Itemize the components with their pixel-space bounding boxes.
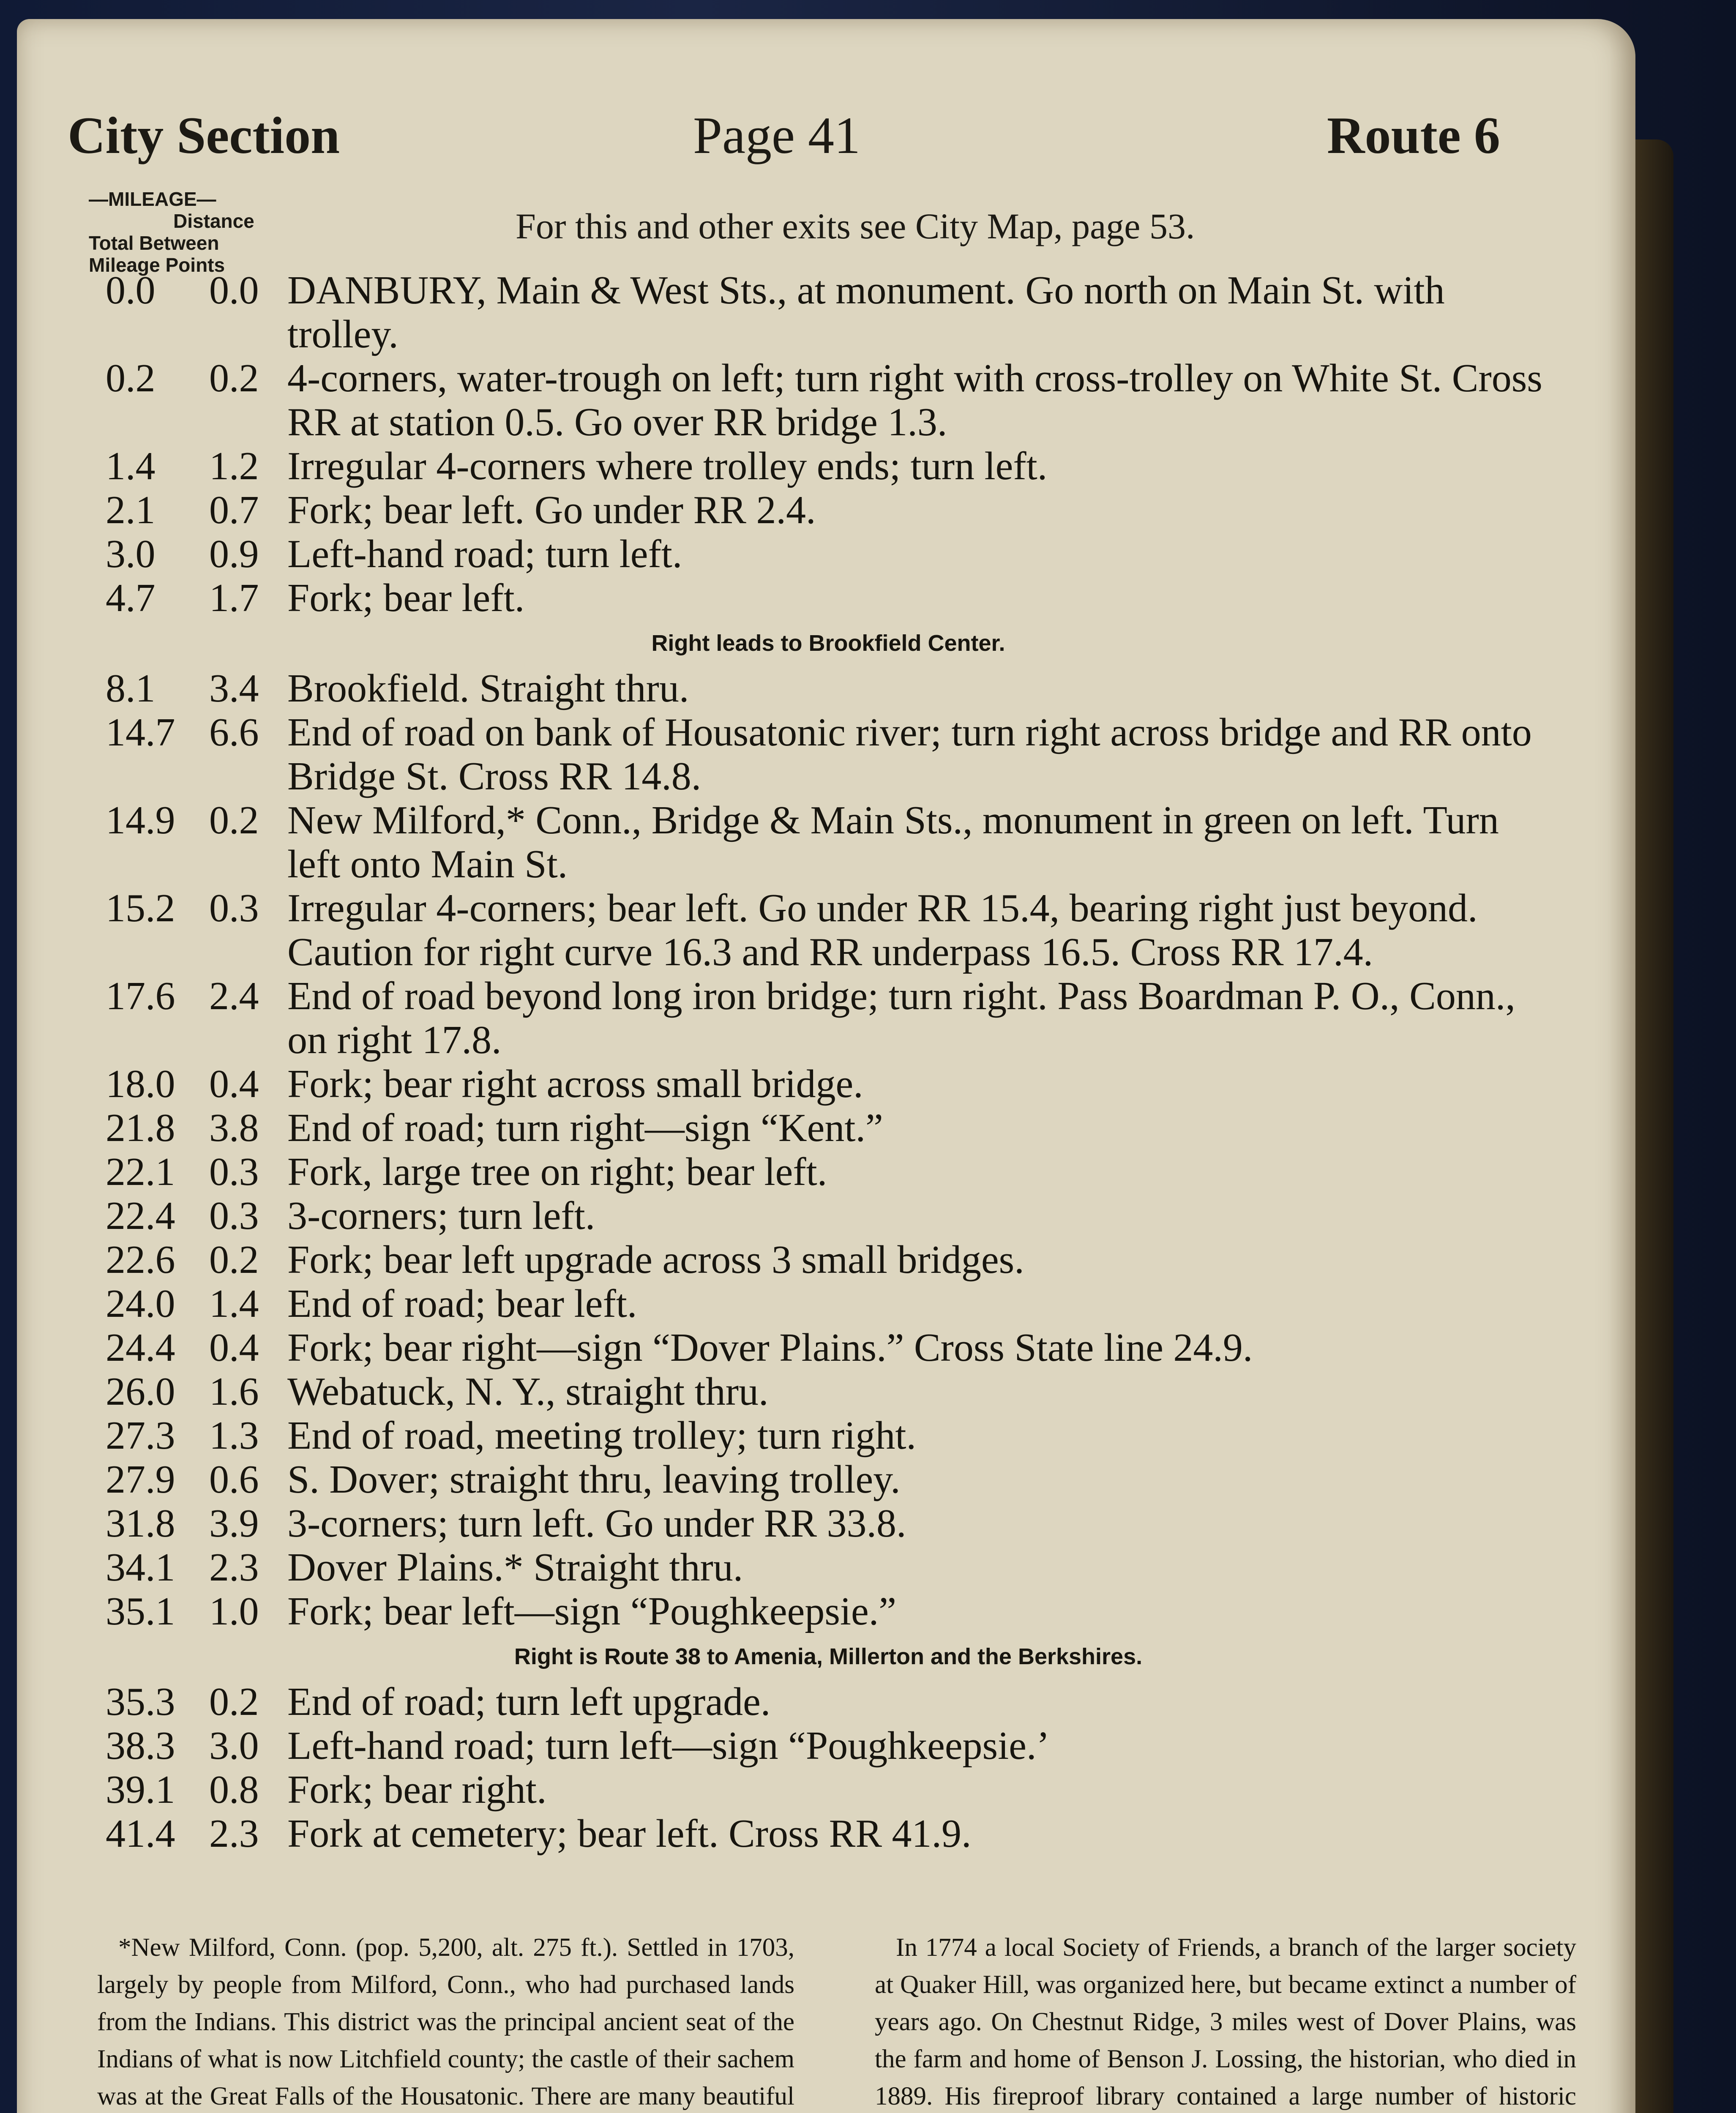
route-direction: Fork; bear right. (287, 1768, 547, 1812)
total-mileage: 3.0 (106, 532, 156, 576)
route-row (97, 1545, 1559, 1589)
distance-between: 6.6 (209, 710, 259, 754)
notes-left-column (97, 1929, 794, 2113)
exits-note: For this and other exits see City Map, page 53. (516, 206, 1195, 246)
route-direction: End of road; turn left upgrade. (287, 1680, 771, 1724)
total-mileage: 22.4 (106, 1194, 175, 1238)
distance-between: 0.3 (209, 1194, 259, 1238)
page-number: Page 41 (693, 106, 861, 164)
distance-between: 2.3 (209, 1545, 259, 1589)
total-mileage: 0.2 (106, 356, 156, 400)
route-direction: DANBURY, Main & West Sts., at monument. Go north on Main St. with trolley. (287, 268, 1445, 356)
route-direction: Fork; bear left. (287, 576, 525, 620)
route-direction: Irregular 4-corners; bear left. Go under RR 15.4, bearing right just beyond. Caution for right curve 16.3 and RR underpass 16.5. Cross RR 17.4. (287, 886, 1478, 974)
route-direction: Fork; bear left. Go under RR 2.4. (287, 488, 816, 532)
total-mileage: 41.4 (106, 1812, 175, 1856)
route-row (97, 444, 1559, 488)
total-mileage: 8.1 (106, 666, 156, 710)
note-paragraph: *New Milford, Conn. (pop. 5,200, alt. 275 ft.). Settled in 1703, largely by people from Milford, Conn., who had purchased lands from the Indians. This district was the principal ancient seat of the Indians of what is now Litchfield county; the castle of their sachem was at the Great Falls of the Housatonic. There are many beautiful (97, 1933, 794, 2110)
distance-between: 0.7 (209, 488, 259, 532)
total-mileage: 14.7 (106, 710, 175, 754)
distance-between: 0.2 (209, 1238, 259, 1282)
notes-right-column (875, 1929, 1576, 2113)
distance-between: 0.3 (209, 1150, 259, 1194)
mileage-points: Mileage Points (89, 254, 225, 276)
route-row (97, 798, 1559, 886)
route-row (97, 532, 1559, 576)
route-direction: Dover Plains.* Straight thru. (287, 1545, 743, 1589)
route-row (97, 576, 1559, 620)
mileage-title: —MILEAGE— (89, 188, 216, 210)
distance-between: 1.4 (209, 1282, 259, 1326)
mileage-legend (89, 188, 254, 276)
total-mileage: 27.9 (106, 1458, 175, 1501)
distance-between: 0.4 (209, 1062, 259, 1106)
total-mileage: 27.3 (106, 1414, 175, 1458)
total-mileage: 38.3 (106, 1724, 175, 1768)
total-mileage: 35.3 (106, 1680, 175, 1724)
distance-between: 2.4 (209, 974, 259, 1018)
route-row (97, 1724, 1559, 1768)
route-row (97, 268, 1559, 356)
route-row (97, 1194, 1559, 1238)
book-page (17, 19, 1635, 2113)
route-direction: Irregular 4-corners where trolley ends; turn left. (287, 444, 1048, 488)
route-row (97, 1812, 1559, 1856)
route-direction: Fork at cemetery; bear left. Cross RR 41.9. (287, 1812, 972, 1856)
total-mileage: 0.0 (106, 268, 156, 312)
distance-between: 0.4 (209, 1326, 259, 1370)
distance-between: 0.3 (209, 886, 259, 930)
total-mileage: 39.1 (106, 1768, 175, 1812)
route-direction: End of road, meeting trolley; turn right. (287, 1414, 916, 1458)
route-direction: New Milford,* Conn., Bridge & Main Sts., monument in green on left. Turn left onto Main St. (287, 798, 1499, 886)
total-mileage: 31.8 (106, 1501, 175, 1545)
mileage-total-between: Total Between (89, 232, 219, 254)
route-direction: Webatuck, N. Y., straight thru. (287, 1370, 769, 1414)
route-direction: Left-hand road; turn left. (287, 532, 682, 576)
total-mileage: 22.6 (106, 1238, 175, 1282)
total-mileage: 21.8 (106, 1106, 175, 1150)
route-row (97, 1106, 1559, 1150)
distance-between: 1.2 (209, 444, 259, 488)
total-mileage: 15.2 (106, 886, 175, 930)
distance-between: 3.4 (209, 666, 259, 710)
total-mileage: 34.1 (106, 1545, 175, 1589)
route-row (97, 1414, 1559, 1458)
distance-between: 1.6 (209, 1370, 259, 1414)
route-direction: Fork; bear left upgrade across 3 small bridges. (287, 1238, 1024, 1282)
distance-between: 1.7 (209, 576, 259, 620)
route-direction: 3-corners; turn left. Go under RR 33.8. (287, 1501, 906, 1545)
route-log (97, 268, 1559, 1856)
distance-between: 0.9 (209, 532, 259, 576)
distance-between: 0.2 (209, 798, 259, 842)
distance-between: 0.2 (209, 1680, 259, 1724)
route-note: Right leads to Brookfield Center. (651, 631, 1005, 656)
distance-between: 0.2 (209, 356, 259, 400)
route-row (97, 710, 1559, 798)
distance-between: 3.0 (209, 1724, 259, 1768)
total-mileage: 14.9 (106, 798, 175, 842)
route-row (97, 1680, 1559, 1724)
total-mileage: 35.1 (106, 1589, 175, 1633)
route-title: Route 6 (1327, 106, 1500, 164)
total-mileage: 2.1 (106, 488, 156, 532)
distance-between: 1.3 (209, 1414, 259, 1458)
total-mileage: 22.1 (106, 1150, 175, 1194)
route-row (97, 1326, 1559, 1370)
route-direction: Fork; bear left—sign “Poughkeepsie.” (287, 1589, 896, 1633)
route-direction: End of road beyond long iron bridge; turn right. Pass Boardman P. O., Conn., on right 17.8. (287, 974, 1515, 1062)
total-mileage: 24.4 (106, 1326, 175, 1370)
total-mileage: 1.4 (106, 444, 156, 488)
route-row (97, 1370, 1559, 1414)
distance-between: 3.9 (209, 1501, 259, 1545)
route-row (97, 1062, 1559, 1106)
route-row (97, 488, 1559, 532)
distance-between: 0.6 (209, 1458, 259, 1501)
route-direction: End of road on bank of Housatonic river; turn right across bridge and RR onto Bridge St. Cross RR 14.8. (287, 710, 1532, 798)
route-row (97, 1282, 1559, 1326)
route-row (97, 666, 1559, 710)
route-direction: S. Dover; straight thru, leaving trolley. (287, 1458, 901, 1501)
distance-between: 3.8 (209, 1106, 259, 1150)
section-title: City Section (68, 106, 340, 164)
distance-between: 0.8 (209, 1768, 259, 1812)
route-direction: End of road; turn right—sign “Kent.” (287, 1106, 883, 1150)
route-row (97, 356, 1559, 444)
route-row (97, 886, 1559, 974)
route-direction: Fork; bear right across small bridge. (287, 1062, 863, 1106)
route-row (97, 974, 1559, 1062)
route-direction: Fork, large tree on right; bear left. (287, 1150, 827, 1194)
route-row (97, 1458, 1559, 1501)
route-row (97, 1768, 1559, 1812)
total-mileage: 26.0 (106, 1370, 175, 1414)
distance-between: 2.3 (209, 1812, 259, 1856)
route-direction: Left-hand road; turn left—sign “Poughkeepsie.’ (287, 1724, 1050, 1768)
total-mileage: 24.0 (106, 1282, 175, 1326)
route-direction: Fork; bear right—sign “Dover Plains.” Cross State line 24.9. (287, 1326, 1253, 1370)
note-paragraph: In 1774 a local Society of Friends, a branch of the larger society at Quaker Hill, was organized here, but became extinct a number of years ago. On Chestnut Ridge, 3 miles west of Dover Plains, was the farm and home of Benson J. Lossing, the historian, who died in 1889. His fireproof library contained a large number of historic (875, 1933, 1576, 2110)
total-mileage: 18.0 (106, 1062, 175, 1106)
route-note: Right is Route 38 to Amenia, Millerton and the Berkshires. (514, 1644, 1143, 1669)
route-row (97, 1150, 1559, 1194)
distance-between: 1.0 (209, 1589, 259, 1633)
total-mileage: 17.6 (106, 974, 175, 1018)
distance-between: 0.0 (209, 268, 259, 312)
route-row (97, 1589, 1559, 1633)
total-mileage: 4.7 (106, 576, 156, 620)
route-direction: End of road; bear left. (287, 1282, 637, 1326)
route-row (97, 1501, 1559, 1545)
route-direction: Brookfield. Straight thru. (287, 666, 689, 710)
route-direction: 4-corners, water-trough on left; turn right with cross-trolley on White St. Cross RR at station 0.5. Go over RR bridge 1.3. (287, 356, 1542, 444)
mileage-distance: Distance (173, 210, 254, 232)
route-direction: 3-corners; turn left. (287, 1194, 595, 1238)
route-row (97, 1238, 1559, 1282)
